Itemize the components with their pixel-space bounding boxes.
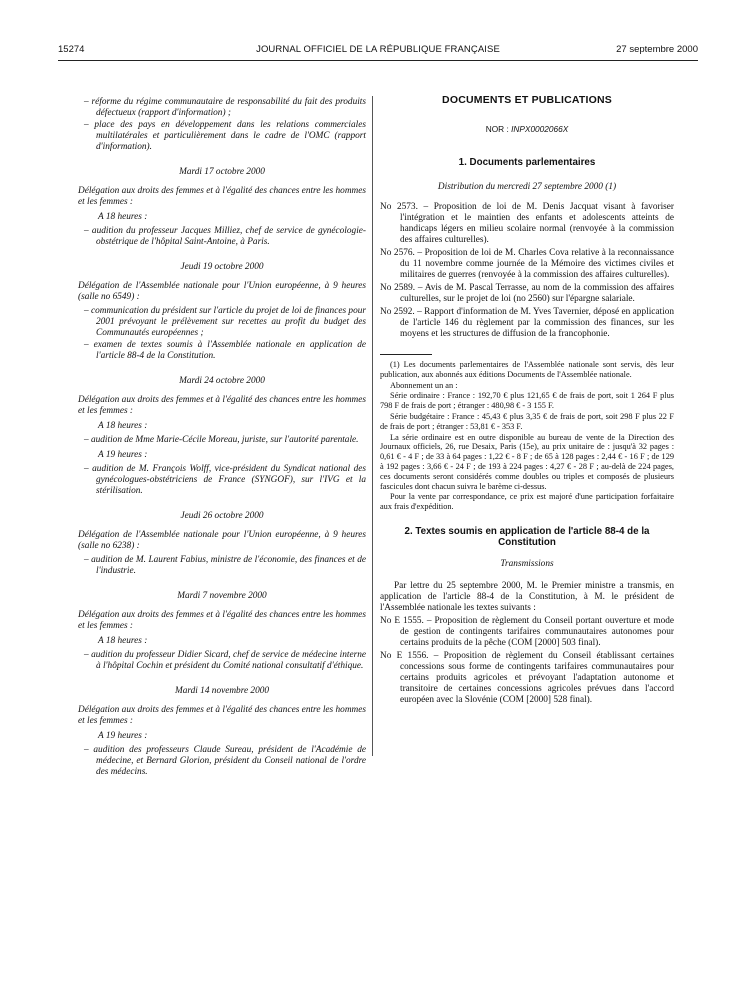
- footnote-rule: [380, 354, 432, 355]
- footnote-paragraph: Abonnement un an :: [390, 380, 458, 390]
- transmission-paragraph: Par lettre du 25 septembre 2000, M. le Premier ministre a transmis, en application de l'article 88-4 de la Constitution, à M. le président de l'Assemblée nationale les textes suivants :: [380, 580, 674, 613]
- nor-code: INPX0002066X: [511, 124, 569, 134]
- column-separator: [372, 96, 373, 756]
- session-date: Jeudi 19 octobre 2000: [180, 262, 264, 272]
- session-date: Jeudi 26 octobre 2000: [180, 511, 264, 521]
- session-delegation: Délégation de l'Assemblée nationale pour l'Union européenne, à 9 heures (salle no 6549) :: [78, 281, 366, 302]
- session-item: – audition de M. Laurent Fabius, ministre de l'économie, des finances et de l'industrie.: [84, 555, 366, 576]
- left-column: [78, 97, 366, 779]
- session-delegation: Délégation aux droits des femmes et à l'égalité des chances entre les hommes et les femmes :: [78, 705, 366, 726]
- session-date: Mardi 24 octobre 2000: [179, 376, 265, 386]
- transmissions-heading: Transmissions: [500, 558, 554, 569]
- heading-documents-parlementaires: 1. Documents parlementaires: [458, 157, 596, 168]
- page-header: [58, 44, 698, 60]
- session-item: – communication du président sur l'article du projet de loi de finances pour 2001 prévoyant le prélèvement sur recettes au profit du budget des Communautés européennes ;: [84, 306, 366, 338]
- right-column: [380, 95, 674, 708]
- session-time: A 19 heures :: [98, 450, 148, 460]
- session-block: [78, 511, 366, 577]
- footnote-paragraph: Série budgétaire : France : 45,43 € plus 3,35 € de frais de port, soit 298 F plus 22 F de frais de port ; étranger : 53,81 € - 353 F.: [380, 411, 674, 431]
- session-item: – audition des professeurs Claude Sureau, président de l'Académie de médecine, et Bernard Glorion, président du Conseil national de l'ordre des médecins.: [84, 745, 366, 777]
- footnote-paragraph: (1) Les documents parlementaires de l'Assemblée nationale sont servis, dès leur publication, aux abonnés aux éditions Documents de l'Assemblée nationale.: [380, 360, 674, 379]
- journal-title: JOURNAL OFFICIEL DE LA RÉPUBLIQUE FRANÇAISE: [256, 44, 500, 55]
- intro-item: – réforme du régime communautaire de responsabilité du fait des produits défectueux (rapport d'information) ;: [84, 97, 366, 118]
- document-entry: No 2592. – Rapport d'information de M. Yves Tavernier, déposé en application de l'article 146 du règlement par la commission des finances, sur les moyens et les structures de diffusion de la francophonie.: [380, 307, 674, 339]
- document-entry: No 2576. – Proposition de loi de M. Charles Cova relative à la reconnaissance du 11 novembre comme journée de la Mémoire des victimes civiles et militaires de guerres (renvoyée à la commission des affaires culturelles).: [380, 248, 674, 280]
- session-item: – audition de Mme Marie-Cécile Moreau, juriste, sur l'autorité parentale.: [84, 435, 359, 445]
- session-delegation: Délégation de l'Assemblée nationale pour l'Union européenne, à 9 heures (salle no 6238) :: [78, 530, 366, 551]
- intro-item: – place des pays en développement dans les relations commerciales multilatérales et particulièrement dans le cadre de l'OMC (rapport d'information).: [84, 120, 366, 152]
- footnote-paragraph: La série ordinaire est en outre disponible au bureau de vente de la Direction des Journaux officiels, 26, rue Desaix, Paris (15e), au prix unitaire de : jusqu'à 32 pages : 0,61 € - 4 F ; de 33 à 64 pages : 1,22 € - 8 F ; de 65 à 128 pages : 2,44 € - 16 F ; de 129 à 192 pages : 3,66 € - 24 F ; de 193 à 224 pages : 4,27 € - 28 F ; au-delà de 224 pages, ces documents seront considérés comme doubles ou triples et composés de plusieurs fascicules dont chacun suivra le barème ci-dessus.: [380, 432, 674, 491]
- session-delegation: Délégation aux droits des femmes et à l'égalité des chances entre les hommes et les femmes :: [78, 610, 366, 631]
- session-date: Mardi 17 octobre 2000: [179, 167, 265, 177]
- footnote-paragraph: Pour la vente par correspondance, ce prix est majoré d'une participation forfaitaire aux frais d'expédition.: [380, 492, 674, 512]
- session-date: Mardi 14 novembre 2000: [174, 686, 270, 696]
- distribution-line: Distribution du mercredi 27 septembre 2000 (1): [437, 182, 617, 192]
- session-time: A 18 heures :: [98, 421, 148, 431]
- header-rule: [58, 60, 698, 61]
- session-item: – audition du professeur Jacques Milliez, chef de service de gynécologie-obstétrique de l'hôpital Saint-Antoine, à Paris.: [84, 226, 366, 247]
- session-item: – audition du professeur Didier Sicard, chef de service de médecine interne à l'hôpital Cochin et président du Comité national consultatif d'éthique.: [84, 650, 366, 671]
- session-block: [78, 167, 366, 248]
- session-block: [78, 376, 366, 497]
- session-delegation: Délégation aux droits des femmes et à l'égalité des chances entre les hommes et les femmes :: [78, 395, 366, 416]
- heading-textes-soumis: 2. Textes soumis en application de l'article 88-4 de la Constitution: [404, 525, 650, 548]
- session-time: A 19 heures :: [98, 731, 148, 741]
- session-block: [78, 591, 366, 672]
- issue-date: 27 septembre 2000: [616, 44, 698, 55]
- footnote-paragraph: Série ordinaire : France : 192,70 € plus 121,65 € de frais de port, soit 1 264 F plus 798 F de frais de port ; étranger : 480,98 € - 3 155 F.: [380, 391, 674, 411]
- session-item: – audition de M. François Wolff, vice-président du Syndicat national des gynécologues-obstétriciens de France (SYNGOF), sur l'IVG et la stérilisation.: [84, 464, 366, 496]
- session-date: Mardi 7 novembre 2000: [177, 591, 267, 601]
- document-entry: No 2573. – Proposition de loi de M. Denis Jacquat visant à favoriser l'intégration et le maintien des enfants et adolescents atteints de handicaps légers en milieu scolaire normal (renvoyée à la commission des affaires culturelles).: [380, 202, 674, 245]
- session-delegation: Délégation aux droits des femmes et à l'égalité des chances entre les hommes et les femmes :: [78, 186, 366, 207]
- document-entry: No 2589. – Avis de M. Pascal Terrasse, au nom de la commission des affaires culturelles, sur le projet de loi (no 2560) sur l'épargne salariale.: [380, 283, 674, 304]
- section-title: DOCUMENTS ET PUBLICATIONS: [442, 94, 612, 106]
- session-time: A 18 heures :: [98, 636, 148, 646]
- session-block: [78, 686, 366, 778]
- session-block: [78, 262, 366, 362]
- session-item: – examen de textes soumis à l'Assemblée nationale en application de l'article 88-4 de la Constitution.: [84, 340, 366, 361]
- text-entry: No E 1556. – Proposition de règlement du Conseil établissant certaines concessions sous forme de contingents tarifaires communautaires pour certains produits agricoles et prévoyant l'adaptation autonome et transitoire de certaines concessions agricoles prévues dans l'accord européen avec la Slovénie (COM [2000] 528 final).: [380, 650, 674, 705]
- text-entry: No E 1555. – Proposition de règlement du Conseil portant ouverture et mode de gestion de contingents tarifaires communautaires autonomes pour certains produits de la pêche (COM [2000] 503 final).: [380, 615, 674, 648]
- nor-reference: [380, 124, 674, 135]
- session-time: A 18 heures :: [98, 212, 148, 222]
- nor-label: NOR :: [485, 124, 509, 134]
- page-number: 15274: [58, 44, 85, 55]
